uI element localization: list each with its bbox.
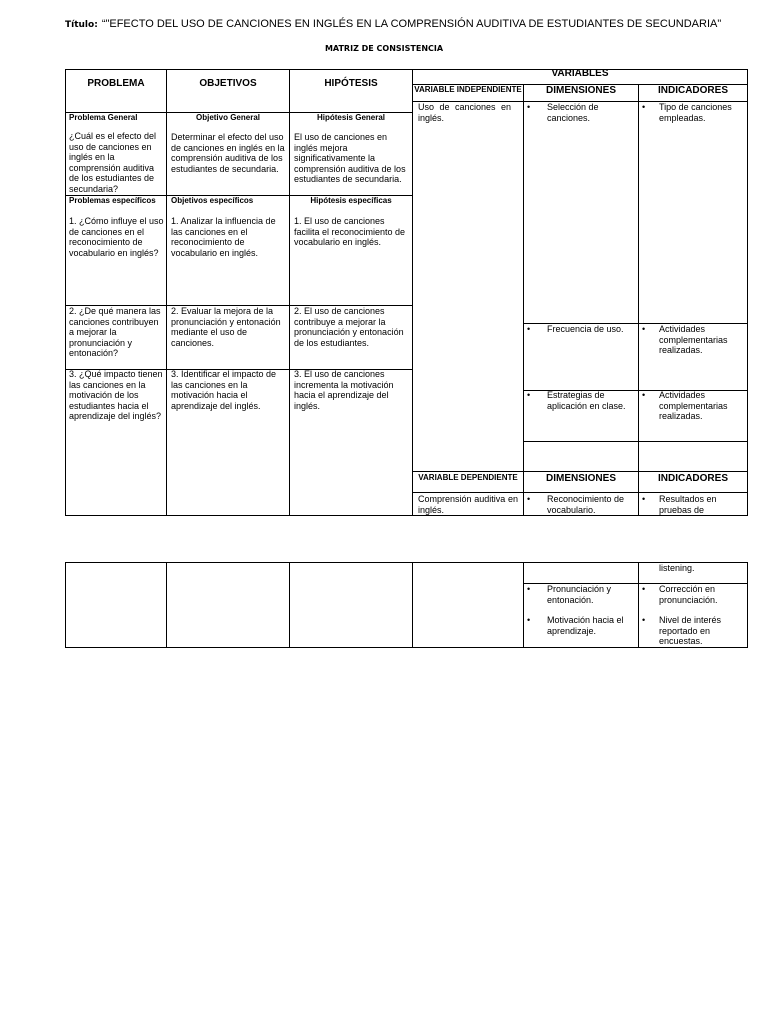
header-var-dependiente: VARIABLE DEPENDIENTE [418,473,518,482]
title-label: Título: [65,20,98,30]
bullet-icon: • [642,494,646,504]
objetivos-especificos-label: Objetivos específicos [171,196,254,205]
table-border-bottom [65,515,748,516]
header-indicadores-dependiente: INDICADORES [657,473,728,484]
table-rule [412,492,748,493]
problemas-especificos-label: Problemas específicos [69,196,156,205]
objetivo-especifico-3: 3. Identificar el impacto de las canciones en la motivación hacia el aprendizaje del inglés. [171,369,277,411]
indicador-dependiente-1b: listening. [659,563,695,573]
bullet-icon: • [527,324,531,334]
bullet-icon: • [642,615,646,625]
problema-general-label: Problema General [69,113,138,122]
hipotesis-especifica-2: 2. El uso de canciones contribuye a mejorar la pronunciación y entonación de los estudiantes. [294,306,404,348]
table-rule [523,562,524,648]
objetivo-general-text: Determinar el efecto del uso de canciones en inglés en la comprensión auditiva de los estudiantes de secundaria. [171,132,285,174]
table-rule [523,441,748,442]
hipotesis-especifica-3: 3. El uso de canciones incrementa la motivación hacia el aprendizaje del inglés. [294,369,394,411]
objetivo-general-label: Objetivo General [195,113,261,122]
table-border-bottom [65,647,748,648]
problema-especifico-1: 1. ¿Cómo influye el uso de canciones en el reconocimiento de vocabulario en inglés? [69,216,164,258]
table-rule [289,69,290,516]
indicador-dependiente-3: Nivel de interés reportado en encuestas. [659,615,722,646]
indicador-dependiente-2: Corrección en pronunciación. [659,584,718,605]
table-rule [166,562,167,648]
variable-independiente-text: Uso de canciones en inglés. [418,102,511,123]
hipotesis-especifica-1: 1. El uso de canciones facilita el reconocimiento de vocabulario en inglés. [294,216,406,247]
dimension-independiente-2: Frecuencia de uso. [547,324,624,334]
table-rule [289,562,290,648]
bullet-icon: • [642,390,646,400]
problema-especifico-2: 2. ¿De qué manera las canciones contribuyen a mejorar la pronunciación y entonación? [69,306,161,358]
table-rule [412,562,413,648]
hipotesis-general-text: El uso de canciones en inglés mejora significativamente la comprensión auditiva de los estudiantes de secundaria. [294,132,406,184]
dimension-independiente-3: Estrategias de aplicación en clase. [547,390,626,411]
objetivo-especifico-1: 1. Analizar la influencia de las canciones en el reconocimiento de vocabulario en inglés. [171,216,276,258]
bullet-icon: • [527,584,531,594]
header-variables: VARIABLES [551,68,609,79]
variable-dependiente-text: Comprensión auditiva en inglés. [418,494,518,515]
bullet-icon: • [642,102,646,112]
table-border-right [747,69,748,516]
header-dimensiones: DIMENSIONES [545,85,616,96]
header-dimensiones-dependiente: DIMENSIONES [545,473,616,484]
hipotesis-especificas-label: Hipótesis específicas [310,196,392,205]
table-rule [638,562,639,648]
bullet-icon: • [642,324,646,334]
header-var-independiente: VARIABLE INDEPENDIENTE [414,85,522,94]
hipotesis-general-label: Hipótesis General [316,113,386,122]
header-indicadores: INDICADORES [657,85,728,96]
table-border-left [65,562,66,648]
dimension-dependiente-1: Reconocimiento de vocabulario. [547,494,625,515]
objetivo-especifico-2: 2. Evaluar la mejora de la pronunciación y entonación mediante el uso de canciones. [171,306,281,348]
header-objetivos: OBJETIVOS [199,78,257,89]
header-problema: PROBLEMA [87,78,145,89]
table-border-right [747,562,748,648]
document-subtitle: MATRIZ DE CONSISTENCIA [324,44,444,53]
table-rule [638,84,639,516]
bullet-icon: • [642,584,646,594]
table-rule [166,69,167,516]
table-border-left [65,69,66,516]
problema-especifico-3: 3. ¿Qué impacto tienen las canciones en la motivación de los estudiantes hacia el aprendizaje del inglés? [69,369,163,421]
bullet-icon: • [527,390,531,400]
table-rule [412,69,413,516]
bullet-icon: • [527,494,531,504]
problema-general-text: ¿Cuál es el efecto del uso de canciones en inglés en la comprensión auditiva de los estudiantes de secundaria? [69,131,157,194]
dimension-independiente-1: Selección de canciones. [547,102,599,123]
title-text: “"EFECTO DEL USO DE CANCIONES EN INGLÉS EN LA COMPRENSIÓN AUDITIVA DE ESTUDIANTES DE SECUNDARIA" [101,18,722,30]
document-title [65,18,721,30]
indicador-independiente-1: Tipo de canciones empleadas. [659,102,732,123]
dimension-dependiente-2: Pronunciación y entonación. [547,584,612,605]
bullet-icon: • [527,615,531,625]
table-rule [412,471,748,472]
indicador-dependiente-1a: Resultados en pruebas de [659,494,717,515]
indicador-independiente-2: Actividades complementarias realizadas. [659,324,728,355]
header-hipotesis: HIPÓTESIS [324,78,378,89]
table-rule [523,84,524,516]
indicador-independiente-3: Actividades complementarias realizadas. [659,390,728,421]
dimension-dependiente-3: Motivación hacia el aprendizaje. [547,615,624,636]
bullet-icon: • [527,102,531,112]
table-border-top [65,562,748,563]
